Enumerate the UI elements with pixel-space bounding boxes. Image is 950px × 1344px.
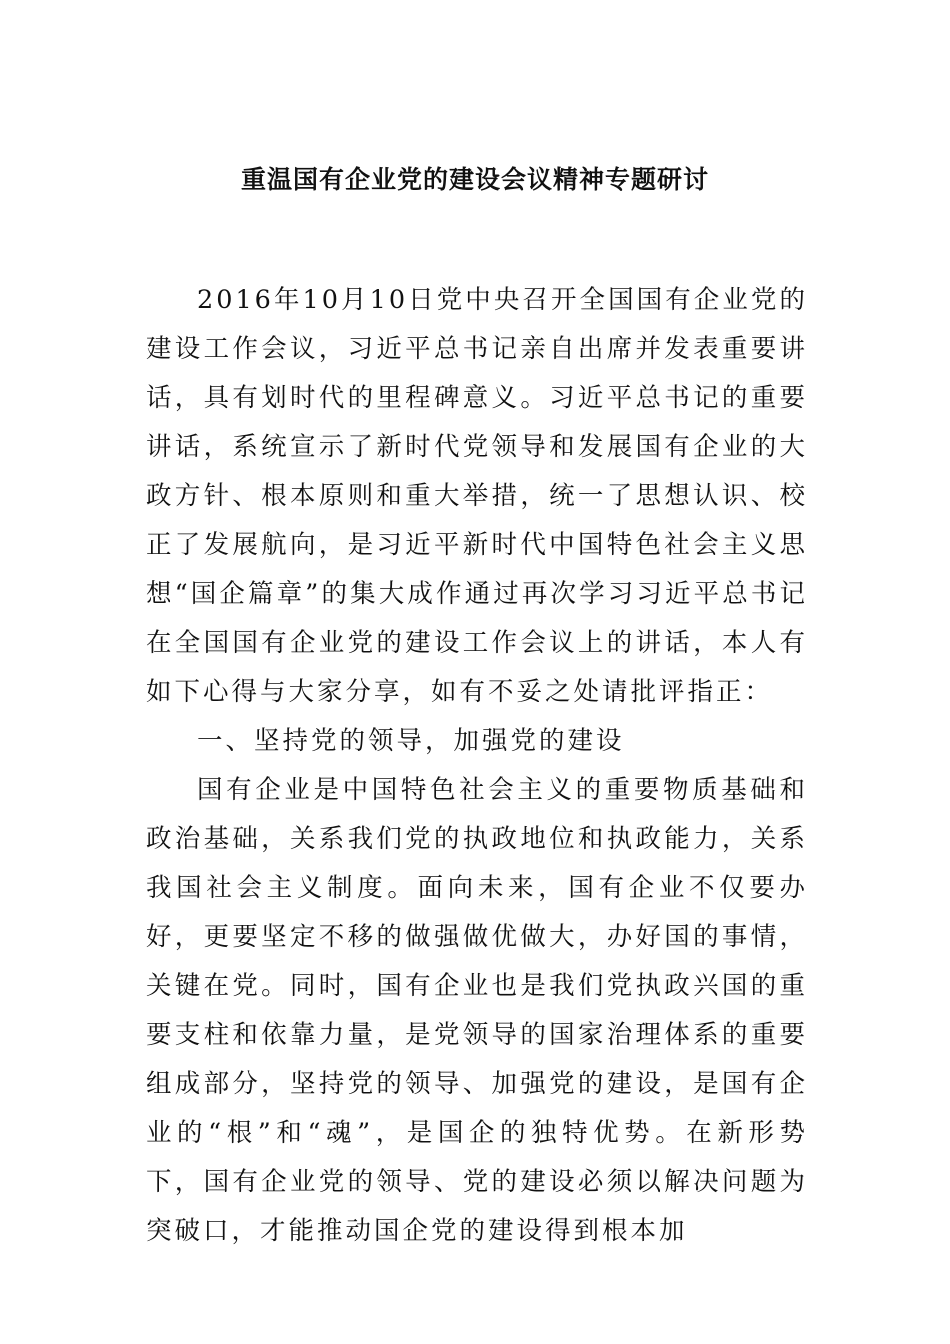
paragraph-section-1: 国有企业是中国特色社会主义的重要物质基础和政治基础，关系我们党的执政地位和执政能力，关系我国社会主义制度。面向未来，国有企业不仅要办好，更要坚定不移的做强做优做大，办好国的事情，关键在党。同时，国有企业也是我们党执政兴国的重要支柱和依靠力量，是党领导的国家治理体系的重要组成部分，坚持党的领导、加强党的建设，是国有企业的“根”和“魂”，是国企的独特优势。在新形势下，国有企业党的领导、党的建设必须以解决问题为突破口，才能推动国企党的建设得到根本加: [146, 775, 808, 1246]
paragraph-intro: 2016年10月10日党中央召开全国国有企业党的建设工作会议，习近平总书记亲自出席并发表重要讲话，具有划时代的里程碑意义。习近平总书记的重要讲话，系统宣示了新时代党领导和发展国有企业的大政方针、根本原则和重大举措，统一了思想认识、校正了发展航向，是习近平新时代中国特色社会主义思想“国企篇章”的集大成作通过再次学习习近平总书记在全国国有企业党的建设工作会议上的讲话，本人有如下心得与大家分享，如有不妥之处请批评指正：: [146, 285, 808, 707]
document-body: [146, 276, 808, 1256]
document-title: 重温国有企业党的建设会议精神专题研讨: [240, 165, 709, 194]
section-heading-1: 一、坚持党的领导，加强党的建设: [197, 726, 625, 756]
